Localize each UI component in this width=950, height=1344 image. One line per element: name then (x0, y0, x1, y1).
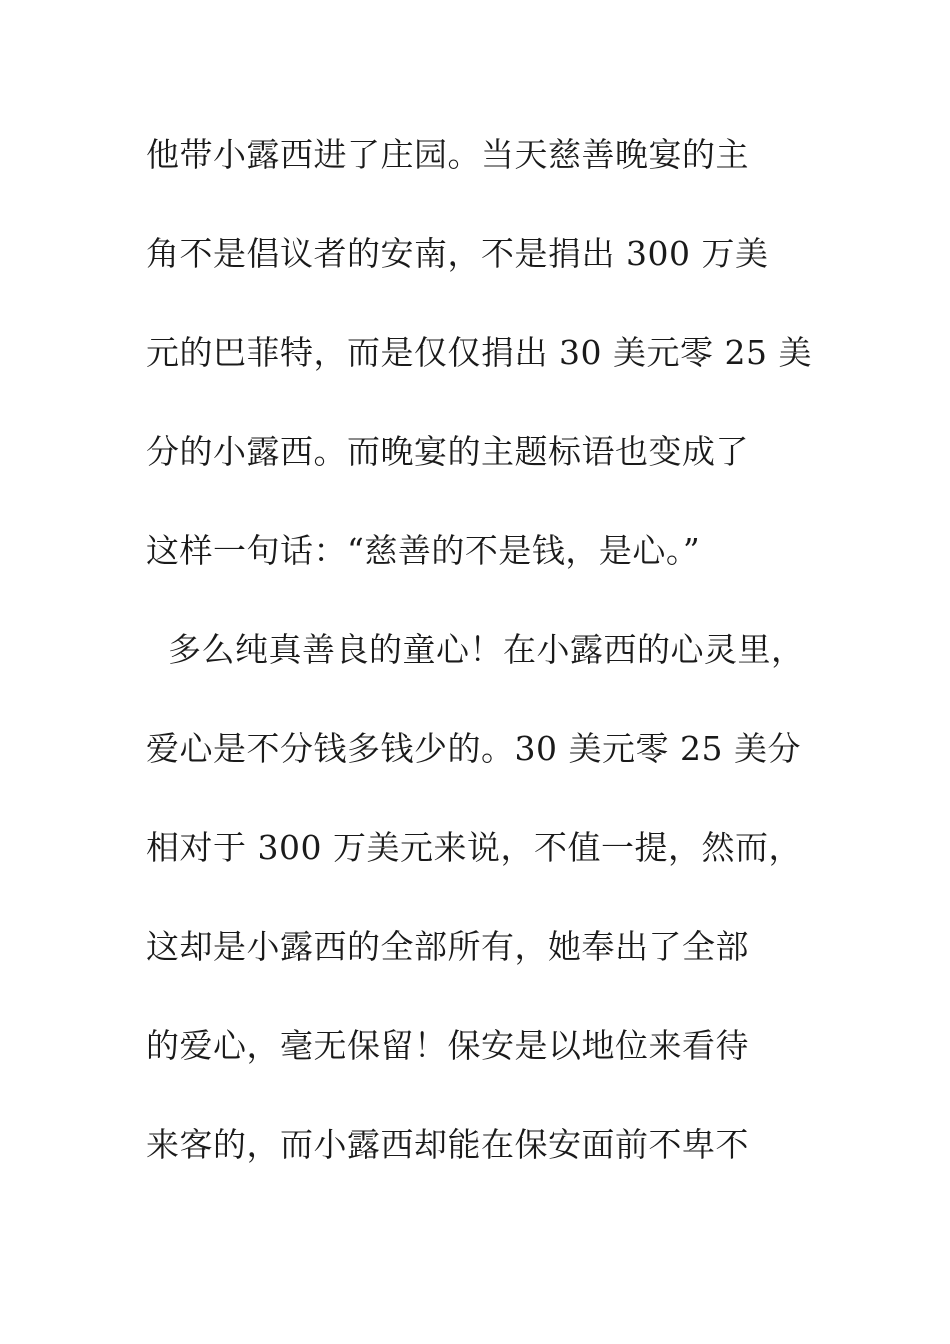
text-line: 多么纯真善良的童心！在小露西的心灵里， (146, 630, 805, 669)
text-line: 相对于 300 万美元来说，不值一提，然而， (146, 828, 802, 867)
text-line: 这样一句话：“慈善的不是钱，是心。” (146, 531, 701, 570)
text-line: 爱心是不分钱多钱少的。30 美元零 25 美分 (146, 729, 801, 768)
text-line: 的爱心，毫无保留！保安是以地位来看待 (146, 1026, 749, 1065)
text-line: 这却是小露西的全部所有，她奉出了全部 (146, 927, 749, 966)
text-line: 他带小露西进了庄园。当天慈善晚宴的主 (146, 135, 749, 174)
text-line: 元的巴菲特，而是仅仅捐出 30 美元零 25 美 (146, 333, 812, 372)
text-line: 来客的，而小露西却能在保安面前不卑不 (146, 1125, 749, 1164)
text-line: 分的小露西。而晚宴的主题标语也变成了 (146, 432, 749, 471)
text-line: 角不是倡议者的安南，不是捐出 300 万美 (146, 234, 769, 273)
